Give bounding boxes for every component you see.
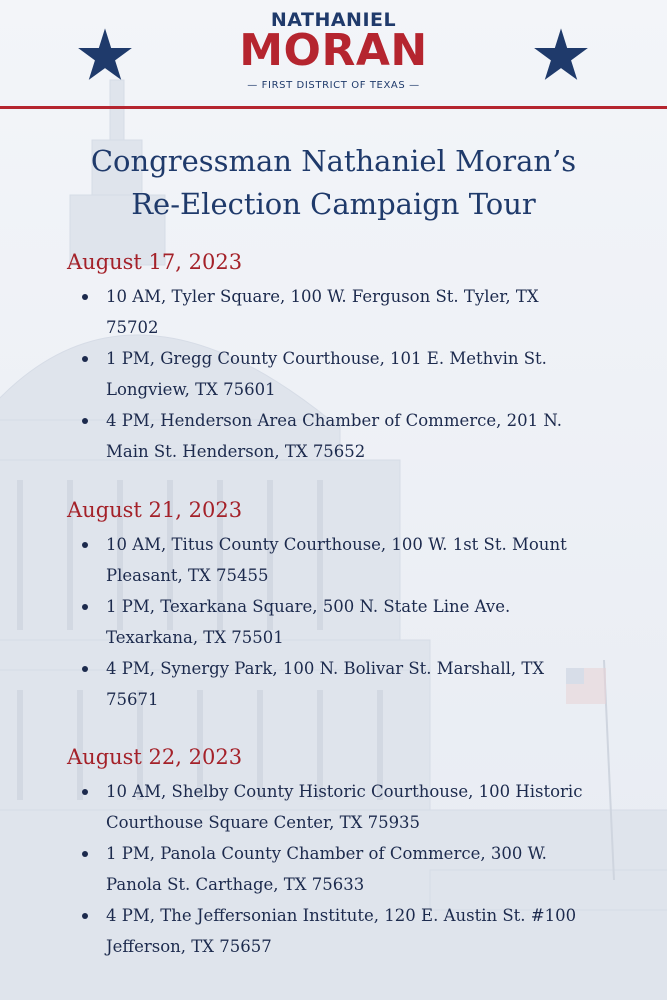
bullet-icon: [82, 851, 88, 857]
event-text: 4 PM, Henderson Area Chamber of Commerce, 201 N. Main St. Henderson, TX 75652: [106, 411, 562, 461]
bullet-icon: [82, 294, 88, 300]
event-list: [67, 281, 647, 467]
date-heading: August 21, 2023: [67, 498, 243, 522]
event-text: 4 PM, The Jeffersonian Institute, 120 E. Austin St. #100 Jefferson, TX 75657: [106, 906, 577, 956]
bullet-icon: [82, 913, 88, 919]
event-item: [67, 281, 586, 343]
logo-first-name: NATHANIEL: [270, 9, 397, 31]
event-item: [67, 529, 586, 591]
event-item: [67, 776, 586, 838]
bullet-icon: [82, 356, 88, 362]
page-title: [0, 140, 667, 226]
bullet-icon: [82, 789, 88, 795]
date-heading: August 22, 2023: [67, 745, 243, 769]
day-section: [67, 744, 647, 962]
day-section: [67, 497, 647, 715]
event-text: 4 PM, Synergy Park, 100 N. Bolivar St. Marshall, TX 75671: [106, 659, 545, 709]
date-heading: August 17, 2023: [67, 250, 243, 274]
title-line-2: Re-Election Campaign Tour: [131, 187, 536, 221]
bullet-icon: [82, 418, 88, 424]
event-text: 10 AM, Tyler Square, 100 W. Ferguson St. Tyler, TX 75702: [106, 287, 539, 337]
day-section: [67, 249, 647, 467]
event-text: 1 PM, Panola County Chamber of Commerce, 300 W. Panola St. Carthage, TX 75633: [106, 844, 547, 894]
event-item: [67, 838, 586, 900]
logo-last-name: MORAN: [239, 25, 428, 76]
event-item: [67, 653, 586, 715]
event-text: 10 AM, Shelby County Historic Courthouse, 100 Historic Courthouse Square Center, TX 75935: [106, 782, 583, 832]
event-item: [67, 900, 586, 962]
event-list: [67, 529, 647, 715]
event-item: [67, 343, 586, 405]
title-line-1: Congressman Nathaniel Moran’s: [90, 144, 577, 178]
event-text: 10 AM, Titus County Courthouse, 100 W. 1st St. Mount Pleasant, TX 75455: [106, 535, 567, 585]
event-item: [67, 591, 586, 653]
bullet-icon: [82, 666, 88, 672]
event-list: [67, 776, 647, 962]
bullet-icon: [82, 604, 88, 610]
logo-tagline: — FIRST DISTRICT OF TEXAS —: [247, 80, 420, 91]
event-text: 1 PM, Texarkana Square, 500 N. State Line Ave. Texarkana, TX 75501: [106, 597, 511, 647]
event-item: [67, 405, 586, 467]
event-text: 1 PM, Gregg County Courthouse, 101 E. Methvin St. Longview, TX 75601: [106, 349, 547, 399]
bullet-icon: [82, 542, 88, 548]
